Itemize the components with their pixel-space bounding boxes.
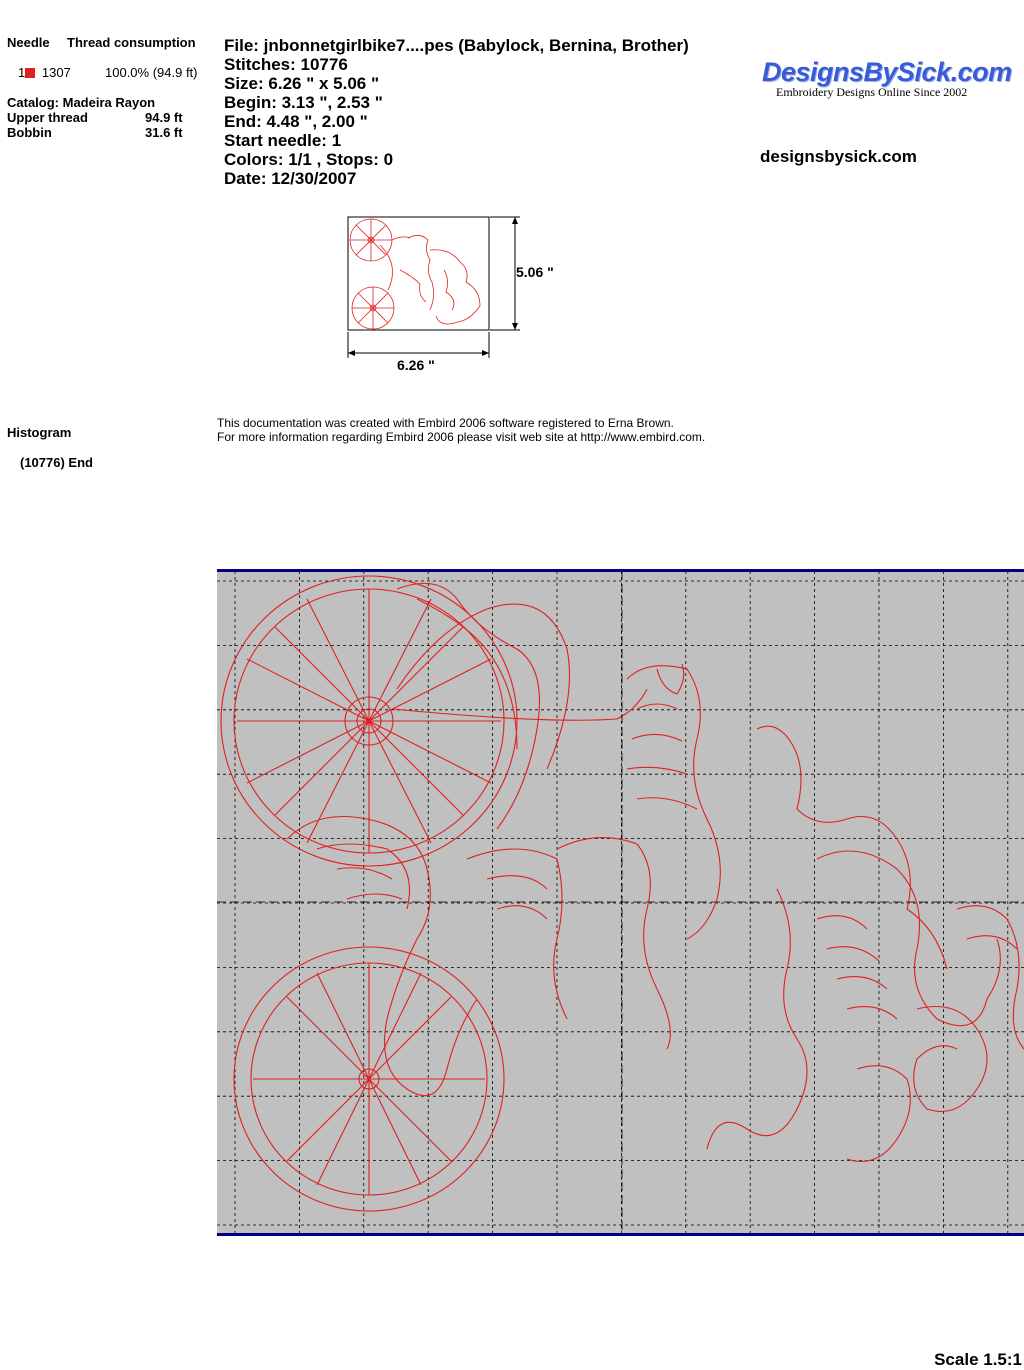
- thread-color-swatch: [25, 68, 35, 78]
- date-line: Date: 12/30/2007: [224, 169, 357, 188]
- upper-thread-value: 94.9 ft: [145, 110, 183, 125]
- design-thumbnail: [340, 210, 570, 380]
- logo-wordmark: DesignsBySick.com: [762, 57, 1012, 87]
- histogram-title: Histogram: [7, 425, 72, 440]
- start-needle-line: Start needle: 1: [224, 131, 342, 150]
- scale-label: Scale 1.5:1: [934, 1350, 1022, 1369]
- begin-line: Begin: 3.13 ", 2.53 ": [224, 93, 383, 112]
- note-line-1: This documentation was created with Embird 2006 software registered to Erna Brown.: [217, 416, 674, 430]
- bobbin-value: 31.6 ft: [145, 125, 183, 140]
- website-label: designsbysick.com: [760, 147, 917, 166]
- needle-number: 1: [18, 65, 26, 80]
- thread-code: 1307: [41, 65, 71, 80]
- width-label: 6.26 ": [397, 357, 435, 373]
- needle-header: Needle: [7, 35, 50, 50]
- designsbysick-logo: [762, 57, 1012, 99]
- stitches-line: Stitches: 10776: [224, 55, 348, 74]
- design-preview-canvas: [217, 569, 1024, 1237]
- upper-thread-label: Upper thread: [7, 110, 88, 125]
- file-line: File: jnbonnetgirlbike7....pes (Babylock, Bernina, Brother): [224, 36, 689, 55]
- bobbin-label: Bobbin: [7, 125, 52, 140]
- design-info: [224, 36, 689, 188]
- histogram-entry: (10776) End: [20, 455, 93, 470]
- thread-row: [18, 65, 71, 80]
- logo-tagline: Embroidery Designs Online Since 2002: [776, 85, 968, 99]
- height-label: 5.06 ": [516, 264, 554, 280]
- colors-line: Colors: 1/1 , Stops: 0: [224, 150, 394, 169]
- size-line: Size: 6.26 " x 5.06 ": [224, 74, 380, 93]
- end-line: End: 4.48 ", 2.00 ": [224, 112, 368, 131]
- catalog-label: Catalog: Madeira Rayon: [7, 95, 156, 110]
- thumbnail-frame: [348, 217, 489, 330]
- note-line-2: For more information regarding Embird 2006 please visit web site at http://www.embird.com.: [217, 430, 706, 444]
- thread-consumption-header: Thread consumption: [67, 35, 196, 50]
- embird-note: [217, 416, 705, 444]
- thread-amount: 100.0% (94.9 ft): [105, 65, 198, 80]
